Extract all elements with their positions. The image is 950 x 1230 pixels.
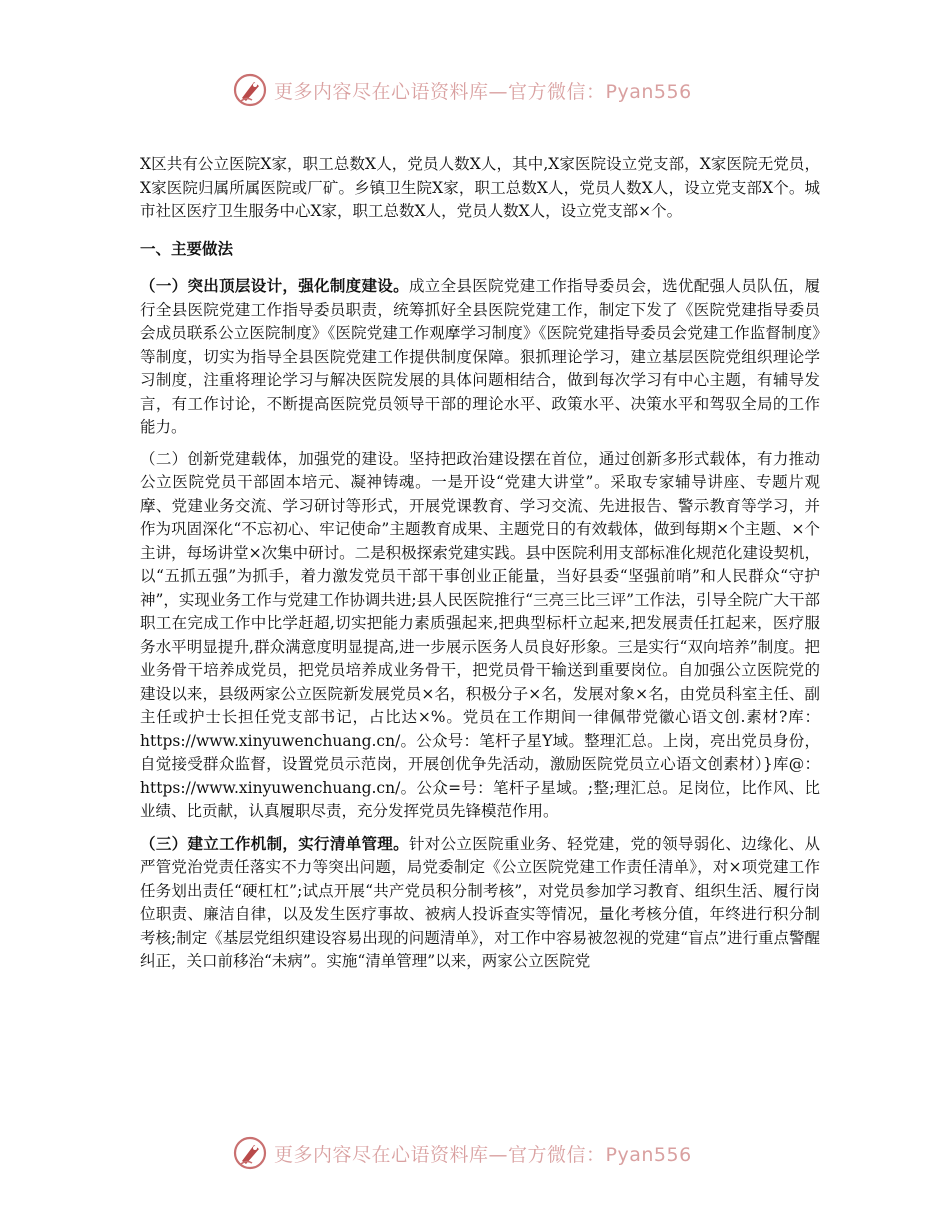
- section-1-body: 成立全县医院党建工作指导委员会，选优配强人员队伍，履行全县医院党建工作指导委员职责，统筹抓好全县医院党建工作，制定下发了《医院党建指导委员会成员联系公立医院制度》《医院党建工作观摩学习制度》《医院党建指导委员会党建工作监督制度》等制度，切实为指导全县医院党建工作提供制度保障。狠抓理论学习，建立基层医院党组织理论学习制度，注重将理论学习与解决医院发展的具体问题相结合，做到每次学习有中心主题，有辅导发言，有工作讨论，不断提高医院党员领导干部的理论水平、政策水平、决策水平和驾驭全局的工作能力。: [140, 277, 820, 436]
- section-1-paragraph: [140, 274, 820, 440]
- watermark-banner-text: 更多内容尽在心语资料库—官方微信：Pyan556: [274, 80, 692, 103]
- section-3-paragraph: [140, 832, 820, 974]
- section-2-paragraph: （二）创新党建载体，加强党的建设。坚持把政治建设摆在首位，通过创新多形式载体，有力推动公立医院党员干部固本培元、凝神铸魂。一是开设“党建大讲堂”。采取专家辅导讲座、专题片观摩、党建业务交流、学习研讨等形式，开展党课教育、学习交流、先进报告、警示教育等学习，并作为巩固深化“不忘初心、牢记使命”主题教育成果、主题党日的有效载体，做到每期×个主题、×个主讲，每场讲堂×次集中研讨。二是积极探索党建实践。县中医院利用支部标准化规范化建设契机，以“五抓五强”为抓手，着力激发党员干部干事创业正能量，当好县委“坚强前哨”和人民群众“守护神”，实现业务工作与党建工作协调共进;县人民医院推行“三亮三比三评”工作法，引导全院广大干部职工在完成工作中比学赶超,切实把能力素质强起来,把典型标杆立起来,把发展责任扛起来，医疗服务水平明显提升,群众满意度明显提高,进一步展示医务人员良好形象。三是实行“双向培养”制度。把业务骨干培养成党员，把党员培养成业务骨干，把党员骨干输送到重要岗位。自加强公立医院党的建设以来，县级两家公立医院新发展党员×名，积极分子×名，发展对象×名，由党员科室主任、副主任或护士长担任党支部书记，占比达×%。党员在工作期间一律佩带党徽心语文创.素材?库：https://www.xinyuwenchuang.cn/。公众号：笔杆子星Y域。整理汇总。上岗，亮出党员身份，自觉接受群众监督，设置党员示范岗，开展创优争先活动，激励医院党员立心语文创素材）}库@：https://www.xinyuwenchuang.cn/。公众=号：笔杆子星域。;整;理汇总。足岗位，比作风、比业绩、比贡献，认真履职尽责，充分发挥党员先锋模范作用。: [140, 449, 820, 820]
- intro-paragraph: X区共有公立医院X家，职工总数X人，党员人数X人，其中,X家医院设立党支部，X家医院无党员，X家医院归属所属医院或厂矿。乡镇卫生院X家，职工总数X人，党员人数X人，设立党支部X个。城市社区医疗卫生服务中心X家，职工总数X人，党员人数X人，设立党支部×个。: [140, 155, 820, 220]
- section-3-title: （三）建立工作机制，实行清单管理。: [140, 833, 409, 853]
- section-3-body: 针对公立医院重业务、轻党建，党的领导弱化、边缘化、从严管党治党责任落实不力等突出问题，局党委制定《公立医院党建工作责任清单》，对×项党建工作任务划出责任“硬杠杠”;试点开展“共产党员积分制考核”，对党员参加学习教育、组织生活、履行岗位职责、廉洁自律，以及发生医疗事故、被病人投诉查实等情况，量化考核分值，年终进行积分制考核;制定《基层党组织建设容易出现的问题清单》，对工作中容易被忽视的党建“盲点”进行重点警醒纠正，关口前移治“未病”。实施“清单管理”以来，两家公立医院党: [140, 834, 820, 970]
- pen-nib-logo-icon: [232, 1135, 268, 1171]
- pen-nib-logo-icon: [232, 72, 268, 108]
- watermark-banner-bottom: [232, 1133, 752, 1173]
- section-1-title: （一）突出顶层设计，强化制度建设。: [140, 276, 409, 295]
- section-heading: 一、主要做法: [140, 238, 234, 258]
- document-body: [140, 153, 820, 982]
- watermark-banner-text: 更多内容尽在心语资料库—官方微信：Pyan556: [274, 1143, 692, 1166]
- watermark-banner-top: [232, 70, 752, 110]
